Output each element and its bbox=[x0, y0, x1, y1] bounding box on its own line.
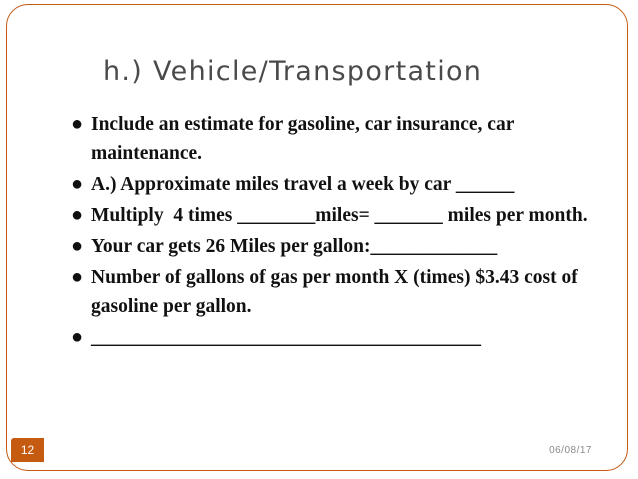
bullet-dot-icon: ● bbox=[71, 204, 84, 226]
bullet-item bbox=[71, 323, 601, 352]
bullet-dot-icon: ● bbox=[71, 173, 84, 195]
bullet-list bbox=[71, 110, 601, 354]
bullet-dot-icon: ● bbox=[71, 266, 84, 288]
bullet-item bbox=[71, 110, 601, 168]
bullet-dot-icon: ● bbox=[71, 113, 84, 135]
bullet-item bbox=[71, 232, 601, 261]
bullet-dot-icon: ● bbox=[71, 235, 84, 257]
slide-title: h.) Vehicle/Transportation bbox=[103, 56, 483, 87]
slide-number-badge: 12 bbox=[11, 438, 44, 462]
bullet-dot-icon: ● bbox=[71, 326, 84, 348]
slide-date: 06/08/17 bbox=[549, 445, 592, 456]
bullet-text: Include an estimate for gasoline, car insurance, car maintenance. bbox=[91, 114, 519, 164]
bullet-item bbox=[71, 201, 601, 230]
bullet-text: ________________________________________ bbox=[91, 327, 481, 348]
bullet-text: A.) Approximate miles travel a week by car ______ bbox=[91, 174, 515, 195]
bullet-text: Number of gallons of gas per month X (times) $3.43 cost of gasoline per gallon. bbox=[91, 267, 588, 317]
bullet-text: Multiply 4 times ________miles= _______ miles per month. bbox=[91, 205, 588, 226]
bullet-item bbox=[71, 263, 601, 321]
bullet-text: Your car gets 26 Miles per gallon:_____________ bbox=[91, 236, 498, 257]
bullet-item bbox=[71, 170, 601, 199]
